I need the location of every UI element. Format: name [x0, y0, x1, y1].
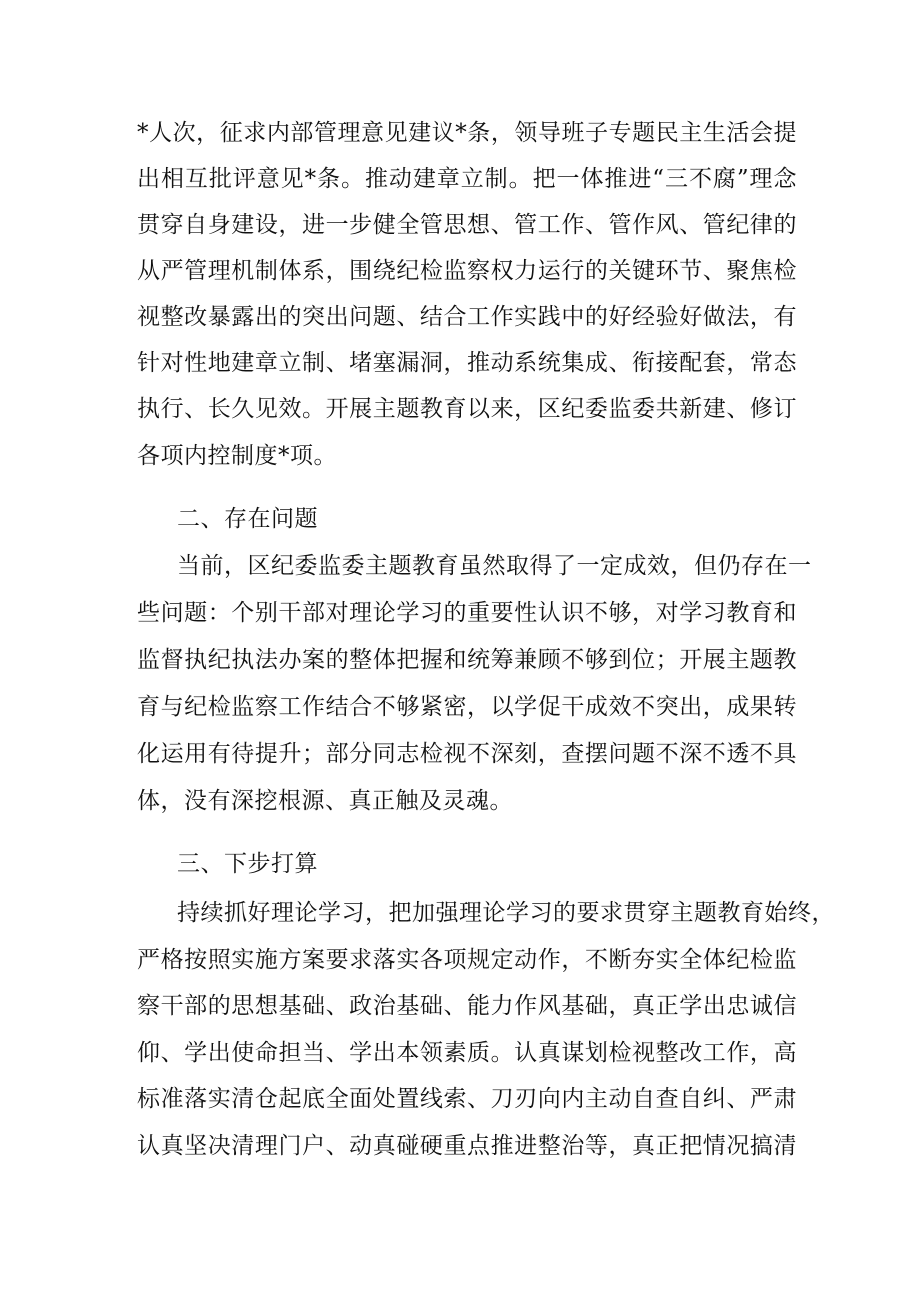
paragraph-1-line-4: 从严管理机制体系，围绕纪检监察权力运行的关键环节、聚焦检	[137, 258, 797, 284]
paragraph-1-line-7: 执行、长久见效。开展主题教育以来，区纪委监委共新建、修订	[137, 396, 797, 422]
paragraph-3-line-5: 标准落实清仓起底全面处置线索、刀刃向内主动自查自纠、严肃	[137, 1086, 797, 1112]
paragraph-1-line-6: 针对性地建章立制、堵塞漏洞，推动系统集成、衔接配套，常态	[137, 350, 797, 376]
paragraph-1-line-8: 各项内控制度*项。	[137, 443, 337, 469]
paragraph-2-line-6: 体，没有深挖根源、真正触及灵魂。	[137, 788, 513, 814]
paragraph-3-line-4: 仰、学出使命担当、学出本领素质。认真谋划检视整改工作，高	[137, 1040, 797, 1066]
section-heading-problems: 二、存在问题	[177, 506, 318, 532]
section-heading-next-steps: 三、下步打算	[177, 851, 318, 877]
paragraph-1-line-3: 贯穿自身建设，进一步健全管思想、管工作、管作风、管纪律的	[137, 212, 797, 238]
paragraph-3-line-3: 察干部的思想基础、政治基础、能力作风基础，真正学出忠诚信	[137, 993, 797, 1019]
paragraph-2-line-3: 监督执纪执法办案的整体把握和统筹兼顾不够到位；开展主题教	[137, 647, 797, 673]
paragraph-1-line-1: *人次，征求内部管理意见建议*条，领导班子专题民主生活会提	[137, 120, 797, 146]
paragraph-2-line-5: 化运用有待提升；部分同志检视不深刻，查摆问题不深不透不具	[137, 741, 797, 767]
paragraph-3-line-1: 持续抓好理论学习，把加强理论学习的要求贯穿主题教育始终，	[177, 900, 835, 926]
paragraph-3-line-6: 认真坚决清理门户、动真碰硬重点推进整治等，真正把情况搞清	[137, 1133, 797, 1159]
paragraph-1-line-2: 出相互批评意见*条。推动建章立制。把一体推进“三不腐”理念	[137, 166, 797, 192]
paragraph-2-line-1: 当前，区纪委监委主题教育虽然取得了一定成效，但仍存在一	[177, 553, 812, 579]
paragraph-1-line-5: 视整改暴露出的突出问题、结合工作实践中的好经验好做法，有	[137, 304, 797, 330]
paragraph-2-line-4: 育与纪检监察工作结合不够紧密，以学促干成效不突出，成果转	[137, 694, 797, 720]
paragraph-3-line-2: 严格按照实施方案要求落实各项规定动作，不断夯实全体纪检监	[137, 947, 797, 973]
paragraph-2-line-2: 些问题：个别干部对理论学习的重要性认识不够，对学习教育和	[137, 600, 797, 626]
